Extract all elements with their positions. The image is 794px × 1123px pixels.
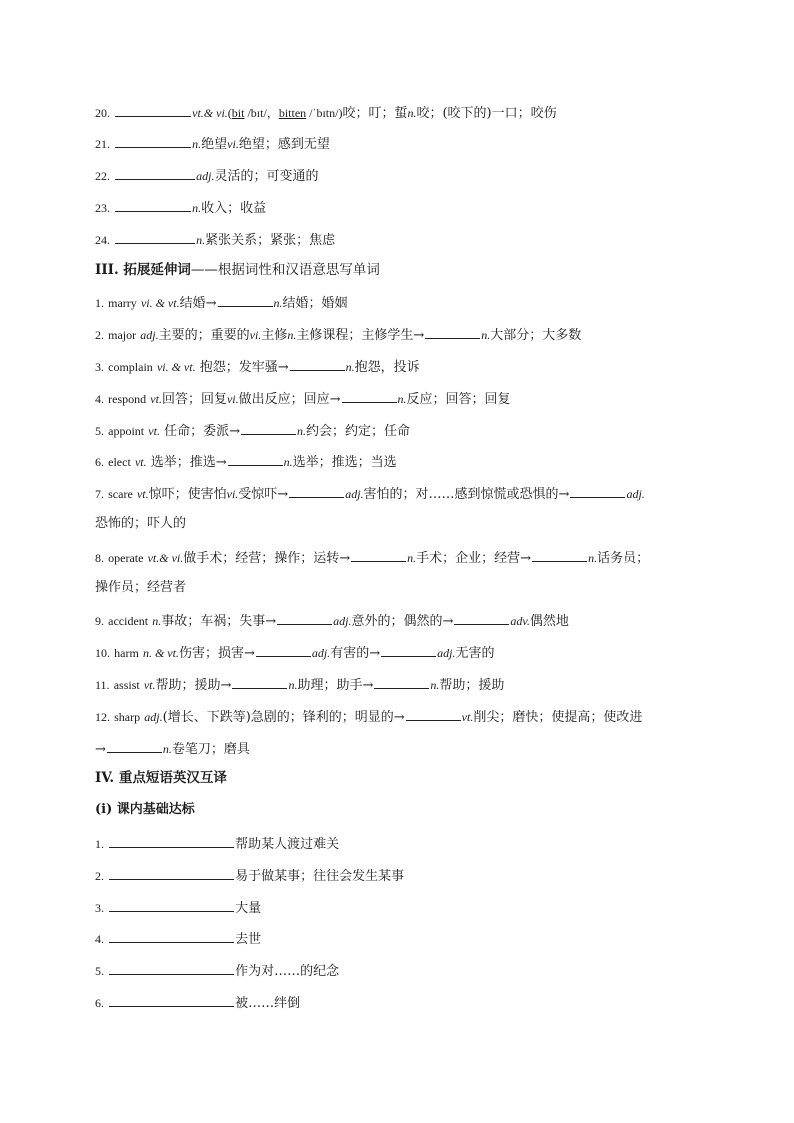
- vocab-item-24: 24. n.紧张关系；紧张；焦虑: [95, 229, 724, 250]
- phrase-item-4: 4. 去世: [95, 928, 724, 949]
- answer-blank[interactable]: [277, 610, 332, 625]
- answer-blank[interactable]: [109, 865, 234, 880]
- answer-blank[interactable]: [109, 928, 234, 943]
- answer-blank[interactable]: [406, 706, 461, 721]
- answer-blank[interactable]: [570, 483, 625, 498]
- answer-blank[interactable]: [374, 674, 429, 689]
- answer-blank[interactable]: [109, 992, 234, 1007]
- derive-item-7: 7. scare vt.惊吓；使害怕vi.受惊吓→ adj.害怕的；对……感到惊慌或恐惧的→ adj.: [95, 483, 724, 504]
- answer-blank[interactable]: [454, 610, 509, 625]
- derive-item-12-cont: → n.卷笔刀；磨具: [95, 738, 724, 759]
- phrase-item-5: 5. 作为对……的纪念: [95, 960, 724, 981]
- phrase-item-1: 1. 帮助某人渡过难关: [95, 833, 724, 854]
- answer-blank[interactable]: [115, 229, 195, 244]
- derive-item-11: 11. assist vt.帮助；援助→ n.助理；助手→ n.帮助；援助: [95, 674, 724, 695]
- answer-blank[interactable]: [425, 324, 480, 339]
- derive-item-7-cont: 恐怖的；吓人的: [95, 516, 187, 531]
- answer-blank[interactable]: [289, 483, 344, 498]
- derive-item-6: 6. elect vt. 选举；推选→ n.选举；推选；当选: [95, 451, 724, 472]
- answer-blank[interactable]: [228, 451, 283, 466]
- answer-blank[interactable]: [115, 165, 195, 180]
- answer-blank[interactable]: [109, 833, 234, 848]
- derive-item-9: 9. accident n.事故；车祸；失事→ adj.意外的；偶然的→ adv.偶然地: [95, 610, 724, 631]
- answer-blank[interactable]: [241, 420, 296, 435]
- vocab-item-20: 20. vt.& vi.(bit /bɪt/，bitten /ˈbɪtn/)咬；叮；蜇n.咬；(咬下的)一口；咬伤: [95, 102, 724, 123]
- answer-blank[interactable]: [107, 738, 162, 753]
- answer-blank[interactable]: [381, 642, 436, 657]
- derive-item-3: 3. complain vi. & vt. 抱怨；发牢骚→ n.抱怨，投诉: [95, 356, 724, 377]
- vocab-item-21: 21. n.绝望vi.绝望；感到无望: [95, 133, 724, 154]
- answer-blank[interactable]: [115, 133, 191, 148]
- vocab-item-22: 22. adj.灵活的；可变通的: [95, 165, 724, 186]
- vocab-item-23: 23. n.收入；收益: [95, 197, 724, 218]
- answer-blank[interactable]: [256, 642, 311, 657]
- answer-blank[interactable]: [115, 102, 191, 117]
- answer-blank[interactable]: [232, 674, 287, 689]
- derive-item-10: 10. harm n. & vt.伤害；损害→ adj.有害的→ adj.无害的: [95, 642, 724, 663]
- derive-item-8: 8. operate vt.& vi.做手术；经营；操作；运转→ n.手术；企业；经营→ n.话务员；: [95, 547, 724, 568]
- section-4-subheading: (i) 课内基础达标: [95, 802, 195, 817]
- answer-blank[interactable]: [115, 197, 191, 212]
- answer-blank[interactable]: [351, 547, 406, 562]
- answer-blank[interactable]: [532, 547, 587, 562]
- derive-item-4: 4. respond vt.回答；回复vi.做出反应；回应→ n.反应；回答；回复: [95, 388, 724, 409]
- answer-blank[interactable]: [218, 292, 273, 307]
- section-3-heading: III. 拓展延伸词——根据词性和汉语意思写单词: [95, 262, 380, 278]
- answer-blank[interactable]: [290, 356, 345, 371]
- derive-item-2: 2. major adj.主要的；重要的vi.主修n.主修课程；主修学生→ n.大部分；大多数: [95, 324, 724, 345]
- phrase-item-3: 3. 大量: [95, 897, 724, 918]
- section-4-heading: IV. 重点短语英汉互译: [95, 770, 227, 786]
- derive-item-12: 12. sharp adj.(增长、下跌等)急剧的；锋利的；明显的→ vt.削尖；磨快；使提高；使改进: [95, 706, 724, 727]
- derive-item-8-cont: 操作员；经营者: [95, 580, 187, 595]
- phrase-item-6: 6. 被……绊倒: [95, 992, 724, 1013]
- answer-blank[interactable]: [109, 897, 234, 912]
- answer-blank[interactable]: [109, 960, 234, 975]
- derive-item-1: 1. marry vi. & vt.结婚→ n.结婚；婚姻: [95, 292, 724, 313]
- answer-blank[interactable]: [342, 388, 397, 403]
- phrase-item-2: 2. 易于做某事；往往会发生某事: [95, 865, 724, 886]
- derive-item-5: 5. appoint vt. 任命；委派→ n.约会；约定；任命: [95, 420, 724, 441]
